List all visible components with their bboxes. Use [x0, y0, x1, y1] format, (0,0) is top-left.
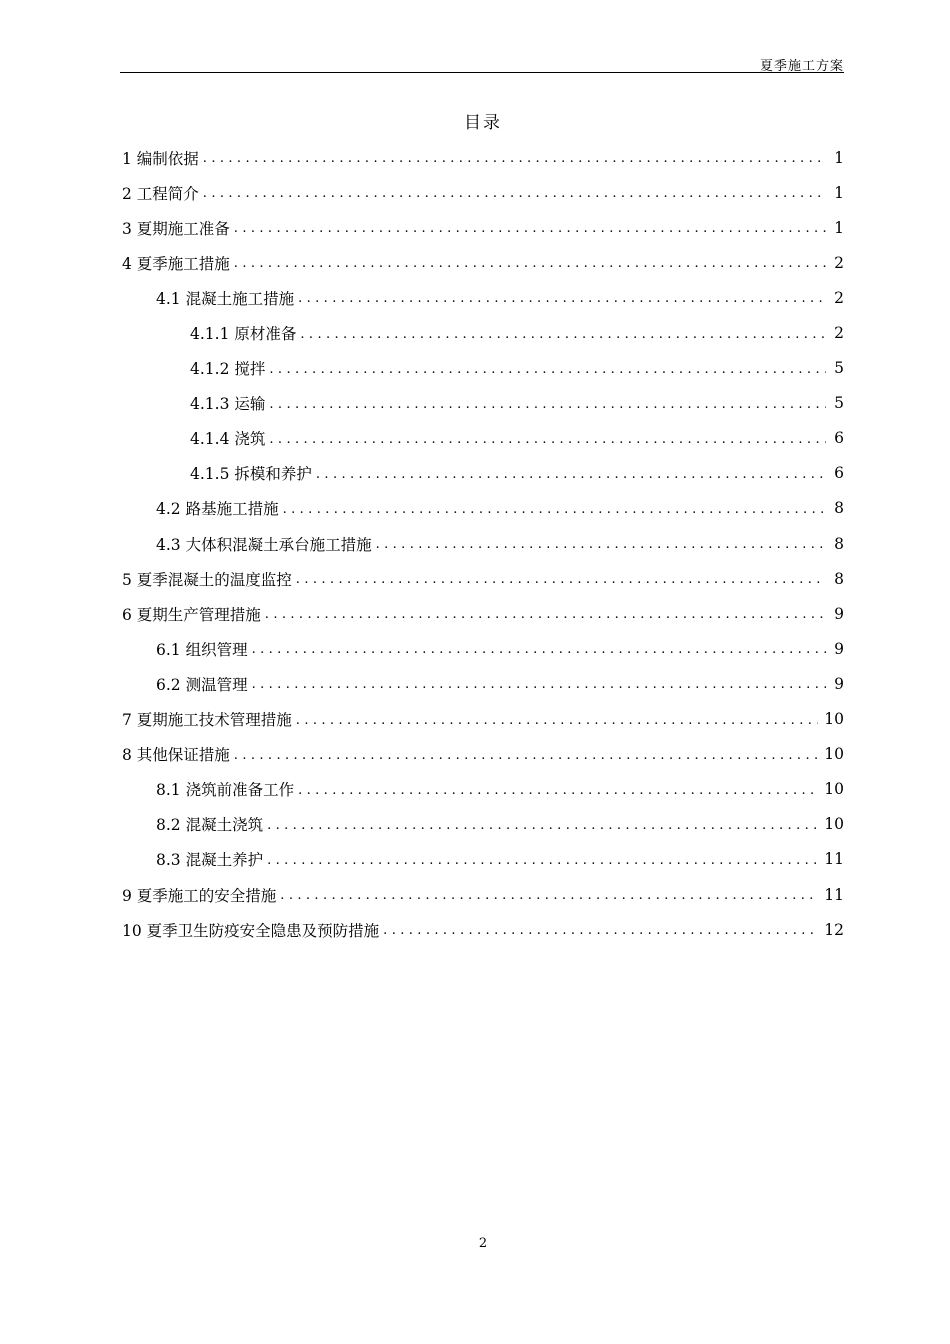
toc-entry-label: 3 夏期施工准备	[122, 219, 230, 238]
toc-entry-page: 8	[834, 499, 844, 518]
toc-entry-label: 1 编制依据	[122, 149, 199, 168]
header-rule	[120, 72, 844, 73]
toc-entry-page: 9	[834, 604, 844, 623]
toc-dot-leader	[234, 221, 826, 236]
toc-entry-label: 5 夏季混凝土的温度监控	[122, 570, 292, 589]
toc-entry[interactable]	[122, 245, 844, 280]
toc-entry-page: 5	[834, 394, 844, 413]
toc-entry-page: 1	[834, 183, 844, 202]
toc-entry-label: 8.2 混凝土浇筑	[156, 816, 264, 835]
toc-dot-leader	[269, 432, 826, 447]
toc-entry[interactable]	[122, 772, 844, 807]
toc-entry-page: 2	[834, 288, 844, 307]
toc-entry-label: 4 夏季施工措施	[122, 254, 230, 273]
toc-entry-page: 10	[824, 745, 844, 764]
toc-entry[interactable]	[122, 877, 844, 912]
table-of-contents	[122, 140, 844, 947]
toc-entry-page: 11	[824, 885, 844, 904]
toc-entry-label: 4.2 路基施工措施	[156, 500, 279, 519]
toc-dot-leader	[265, 607, 826, 622]
toc-entry-label: 4.3 大体积混凝土承台施工措施	[156, 535, 372, 554]
toc-entry[interactable]	[122, 912, 844, 947]
toc-entry-label: 6.2 测温管理	[156, 675, 248, 694]
toc-entry[interactable]	[122, 280, 844, 315]
toc-entry-label: 4.1.3 运输	[190, 395, 266, 414]
toc-dot-leader	[376, 537, 826, 552]
toc-entry[interactable]	[122, 351, 844, 386]
toc-dot-leader	[267, 853, 818, 868]
toc-dot-leader	[298, 783, 818, 798]
toc-dot-leader	[203, 186, 826, 201]
toc-dot-leader	[283, 502, 826, 517]
toc-entry-page: 10	[824, 780, 844, 799]
toc-entry-label: 10 夏季卫生防疫安全隐患及预防措施	[122, 921, 380, 940]
toc-dot-leader	[296, 713, 818, 728]
toc-entry[interactable]	[122, 561, 844, 596]
toc-entry-page: 9	[834, 639, 844, 658]
toc-entry[interactable]	[122, 666, 844, 701]
toc-entry-label: 8.1 浇筑前准备工作	[156, 781, 295, 800]
toc-entry-page: 5	[834, 359, 844, 378]
toc-entry-page: 1	[834, 218, 844, 237]
toc-entry-label: 2 工程简介	[122, 184, 199, 203]
toc-entry[interactable]	[122, 702, 844, 737]
toc-entry-label: 4.1 混凝土施工措施	[156, 289, 295, 308]
toc-entry[interactable]	[122, 596, 844, 631]
toc-entry-page: 8	[834, 569, 844, 588]
toc-entry-label: 4.1.4 浇筑	[190, 430, 266, 449]
toc-entry-page: 10	[824, 815, 844, 834]
toc-entry-label: 8 其他保证措施	[122, 746, 230, 765]
toc-entry-page: 9	[834, 674, 844, 693]
toc-entry[interactable]	[122, 315, 844, 350]
toc-entry[interactable]	[122, 526, 844, 561]
toc-entry[interactable]	[122, 140, 844, 175]
toc-entry-page: 12	[824, 920, 844, 939]
toc-entry-page: 2	[834, 253, 844, 272]
toc-entry-label: 7 夏期施工技术管理措施	[122, 711, 292, 730]
toc-entry[interactable]	[122, 807, 844, 842]
toc-dot-leader	[234, 256, 826, 271]
toc-dot-leader	[203, 151, 826, 166]
toc-dot-leader	[269, 397, 826, 412]
toc-entry-page: 2	[834, 324, 844, 343]
toc-dot-leader	[300, 327, 826, 342]
toc-dot-leader	[298, 291, 826, 306]
toc-dot-leader	[383, 923, 818, 938]
toc-entry-page: 6	[834, 464, 844, 483]
toc-entry-label: 4.1.1 原材准备	[190, 325, 297, 344]
toc-dot-leader	[316, 467, 826, 482]
running-header-title: 夏季施工方案	[759, 59, 844, 74]
toc-entry-label: 6.1 组织管理	[156, 640, 248, 659]
toc-entry-label: 4.1.2 搅拌	[190, 360, 266, 379]
toc-entry[interactable]	[122, 842, 844, 877]
toc-entry[interactable]	[122, 491, 844, 526]
toc-entry-label: 4.1.5 拆模和养护	[190, 465, 312, 484]
toc-entry-page: 6	[834, 429, 844, 448]
toc-dot-leader	[252, 677, 826, 692]
toc-dot-leader	[269, 362, 826, 377]
toc-dot-leader	[267, 818, 818, 833]
toc-dot-leader	[296, 572, 826, 587]
toc-entry-page: 10	[824, 710, 844, 729]
toc-entry[interactable]	[122, 737, 844, 772]
toc-entry-label: 9 夏季施工的安全措施	[122, 886, 277, 905]
toc-dot-leader	[234, 748, 818, 763]
toc-entry[interactable]	[122, 631, 844, 666]
toc-title: 目录	[464, 113, 502, 133]
toc-dot-leader	[280, 888, 818, 903]
toc-dot-leader	[252, 642, 826, 657]
toc-entry[interactable]	[122, 421, 844, 456]
toc-entry[interactable]	[122, 210, 844, 245]
toc-entry-page: 11	[824, 850, 844, 869]
toc-entry[interactable]	[122, 386, 844, 421]
toc-entry-label: 8.3 混凝土养护	[156, 851, 264, 870]
toc-entry[interactable]	[122, 456, 844, 491]
toc-entry-page: 1	[834, 148, 844, 167]
toc-entry[interactable]	[122, 175, 844, 210]
toc-entry-page: 8	[834, 534, 844, 553]
page-number: 2	[478, 1236, 488, 1251]
toc-entry-label: 6 夏期生产管理措施	[122, 605, 261, 624]
